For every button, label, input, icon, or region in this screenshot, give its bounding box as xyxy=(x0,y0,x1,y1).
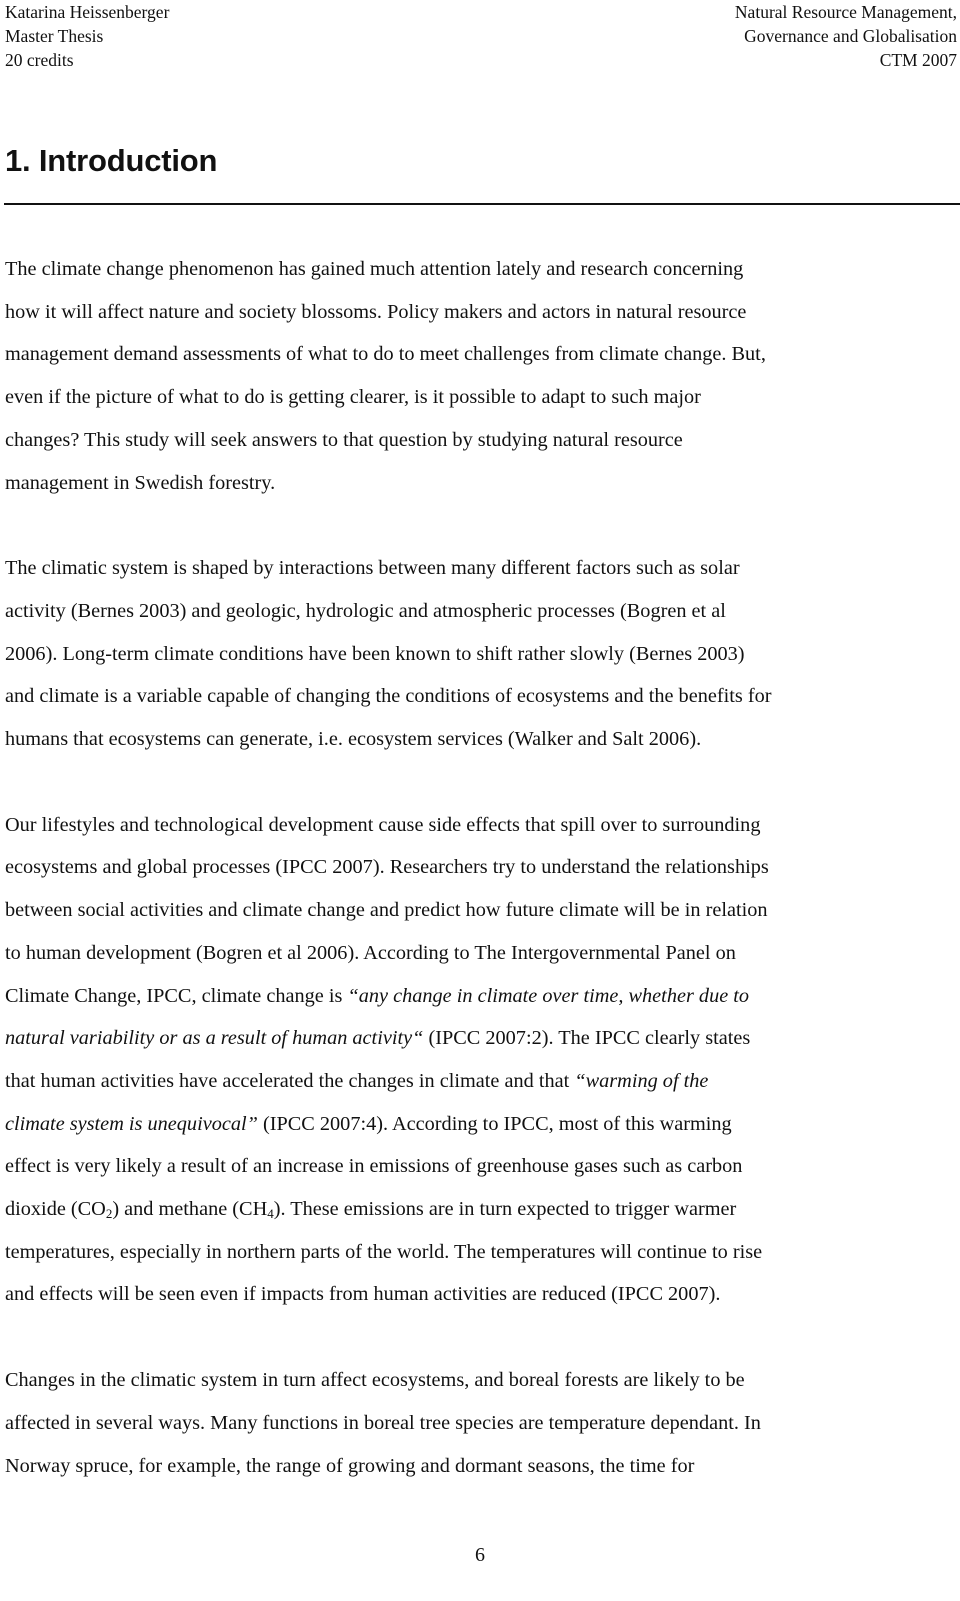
header-programme-code: CTM 2007 xyxy=(879,50,957,70)
text-line: The climate change phenomenon has gained much attention lately and research concerning xyxy=(5,258,744,280)
header-programme-line-1: Natural Resource Management, xyxy=(734,2,957,22)
quote-fragment: any change in climate over time, whether due to xyxy=(358,984,750,1007)
text-line: activity (Bernes 2003) and geologic, hydrologic and atmospheric processes (Bogren et al xyxy=(5,599,726,622)
text-line-with-quote xyxy=(5,975,957,1018)
text-line: even if the picture of what to do is getting clearer, is it possible to adapt to such major xyxy=(5,386,701,409)
text-line: Norway spruce, for example, the range of growing and dormant seasons, the time for xyxy=(5,1454,695,1477)
header-author: Katarina Heissenberger xyxy=(5,2,170,22)
text-line: Changes in the climatic system in turn affect ecosystems, and boreal forests are likely to be xyxy=(5,1369,745,1392)
subscript: 4 xyxy=(267,1206,274,1222)
text-fragment: (IPCC 2007:2). The IPCC clearly states xyxy=(428,1027,751,1050)
text-line-with-quote xyxy=(5,1060,957,1103)
text-line: Our lifestyles and technological development cause side effects that spill over to surrounding xyxy=(5,813,761,836)
title-underline-rule xyxy=(4,203,960,205)
text-line-with-quote xyxy=(5,1017,957,1060)
text-line: and climate is a variable capable of changing the conditions of ecosystems and the benefits for xyxy=(5,685,772,708)
paragraph-2 xyxy=(5,547,957,761)
text-line-with-quote xyxy=(5,1103,957,1146)
text-fragment: (IPCC 2007:4). According to IPCC, most of this warming xyxy=(262,1112,732,1135)
text-line: management in Swedish forestry. xyxy=(5,471,276,494)
text-line: humans that ecosystems can generate, i.e. ecosystem services (Walker and Salt 2006). xyxy=(5,728,702,751)
body-text xyxy=(5,248,957,1530)
text-fragment: ) and methane (CH xyxy=(112,1198,268,1221)
text-line: management demand assessments of what to do to meet challenges from climate change. But, xyxy=(5,343,766,366)
text-line: 2006). Long-term climate conditions have been known to shift rather slowly (Bernes 2003) xyxy=(5,642,745,665)
subscript: 2 xyxy=(105,1206,113,1222)
paragraph-3 xyxy=(5,804,957,1316)
paragraph-1 xyxy=(5,248,957,504)
quoted-definition: natural variability or as a result of human activity“ xyxy=(5,1027,424,1050)
text-fragment: that human activities have accelerated the changes in climate and that xyxy=(5,1069,570,1092)
paragraph-4 xyxy=(5,1359,957,1487)
text-fragment: ). These emissions are in turn expected to trigger warmer xyxy=(273,1198,737,1221)
header-left-block xyxy=(5,0,169,72)
text-line: changes? This study will seek answers to that question by studying natural resource xyxy=(5,428,683,451)
quoted-statement: “warming of the xyxy=(574,1069,709,1092)
quote-fragment: warming of the xyxy=(585,1069,709,1092)
quoted-statement: climate system is unequivocal” xyxy=(5,1112,258,1135)
quoted-definition: “any change in climate over time, whether due to xyxy=(347,984,750,1007)
text-fragment: dioxide (CO xyxy=(5,1198,106,1221)
text-fragment: Climate Change, IPCC, climate change is xyxy=(5,984,343,1007)
quote-fragment: climate system is unequivocal xyxy=(5,1112,247,1135)
text-line: The climatic system is shaped by interactions between many different factors such as solar xyxy=(5,557,740,580)
text-line: how it will affect nature and society blossoms. Policy makers and actors in natural resource xyxy=(5,300,747,323)
text-line: affected in several ways. Many functions in boreal tree species are temperature dependant. In xyxy=(5,1411,761,1434)
text-line: temperatures, especially in northern parts of the world. The temperatures will continue to rise xyxy=(5,1240,763,1263)
text-line: to human development (Bogren et al 2006). According to The Intergovernmental Panel on xyxy=(5,941,736,964)
text-line-with-formulas xyxy=(5,1188,957,1231)
text-line: effect is very likely a result of an increase in emissions of greenhouse gases such as carbon xyxy=(5,1155,743,1178)
chapter-title: 1. Introduction xyxy=(5,143,218,178)
header-right-block xyxy=(735,0,957,72)
text-line: ecosystems and global processes (IPCC 2007). Researchers try to understand the relationships xyxy=(5,856,769,879)
quote-fragment: natural variability or as a result of human activity xyxy=(5,1027,413,1050)
header-credits: 20 credits xyxy=(5,50,74,70)
page-number: 6 xyxy=(475,1544,485,1566)
header-document-type: Master Thesis xyxy=(5,26,104,46)
text-line: between social activities and climate change and predict how future climate will be in relation xyxy=(5,899,768,922)
header-programme-line-2: Governance and Globalisation xyxy=(744,26,957,46)
text-line: and effects will be seen even if impacts from human activities are reduced (IPCC 2007). xyxy=(5,1283,721,1306)
